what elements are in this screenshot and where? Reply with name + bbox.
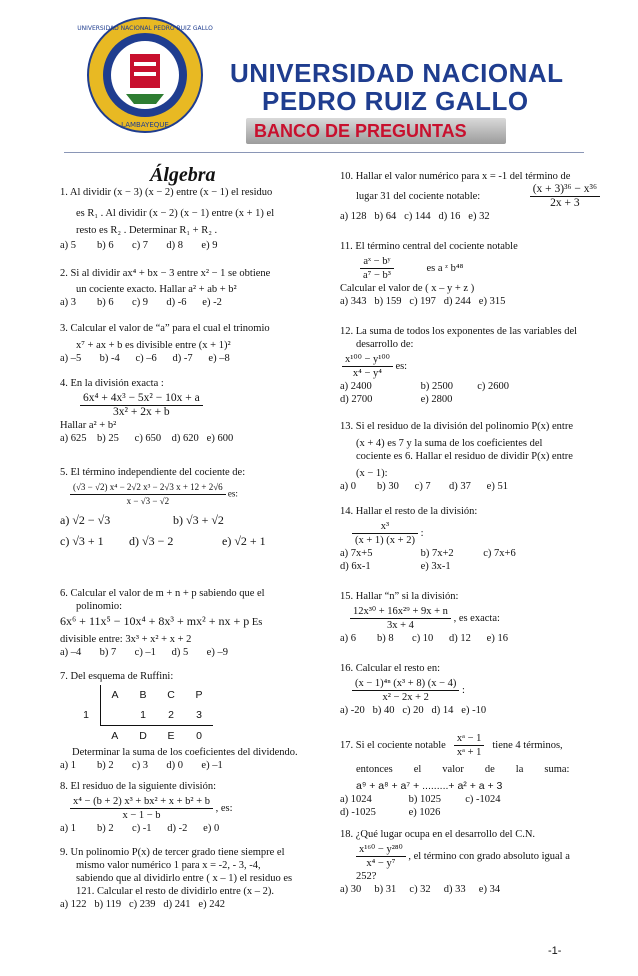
q5-answer-b: b) √3 + √2	[173, 513, 224, 527]
q5-answer-e: e) √2 + 1	[222, 534, 266, 548]
q3-line2: x⁷ + ax + b es divisible entre (x + 1)²	[76, 340, 231, 351]
seal-bottom-text: LAMBAYEQUE	[121, 121, 169, 129]
question-9	[60, 846, 325, 911]
q14-answer-e: e) 3x-1	[420, 561, 451, 572]
q10-line1: 10. Hallar el valor numérico para x = -1 del término de	[340, 171, 571, 182]
q12-answer-c: c) 2600	[477, 381, 510, 392]
q18-answers: a) 30 b) 31 c) 32 d) 33 e) 34	[340, 884, 501, 895]
q1-line2: es R₁ . Al dividir (x − 2) (x − 1) entre (x + 1) el	[76, 208, 275, 219]
q13-line3: cociente es 6. Hallar el residuo de dividir P(x) entre	[356, 451, 573, 462]
ruffini-cell	[101, 705, 130, 726]
q4-fraction	[80, 392, 203, 419]
q2-line2: un cociente exacto. Hallar a² + ab + b²	[76, 284, 237, 295]
q18-line2: 252?	[356, 871, 377, 882]
university-name-line1: UNIVERSIDAD NACIONAL	[230, 58, 564, 88]
q17-answer-d: d) -1025	[340, 807, 376, 818]
question-17	[340, 732, 600, 819]
ruffini-cell	[72, 726, 101, 747]
ruffini-cell: A	[101, 726, 130, 747]
question-6	[60, 587, 325, 659]
ruffini-cell: A	[101, 685, 130, 705]
q16-fraction	[352, 677, 459, 704]
ruffini-cell: 0	[185, 726, 213, 747]
q1-line3: resto es R₂ . Determinar R₁ + R₂ .	[76, 225, 218, 236]
q12-answer-d: d) 2700	[340, 394, 373, 405]
ruffini-cell: 1	[140, 708, 146, 721]
question-15	[340, 590, 600, 645]
q14-numerator: x³	[352, 520, 418, 534]
ruffini-table	[72, 685, 213, 746]
q11-answers: a) 343 b) 159 c) 197 d) 244 e) 315	[340, 296, 506, 307]
q11-fraction	[360, 255, 394, 282]
ruffini-cell: 2	[168, 708, 174, 721]
q1-line1: 1. Al dividir (x − 3) (x − 2) entre (x − 1) el residuo	[60, 187, 273, 198]
q13-line1: 13. Si el residuo de la división del polinomio P(x) entre	[340, 421, 574, 432]
q12-line2: desarrollo de:	[356, 339, 414, 350]
q11-mid: es a ᶻ b⁴⁸	[426, 262, 464, 274]
q17-line1a: 17. Si el cociente notable	[340, 740, 446, 751]
question-4	[60, 377, 320, 445]
q9-line1: 9. Un polinomio P(x) de tercer grado tiene siempre el	[60, 847, 285, 858]
q8-tail: , es:	[215, 802, 233, 814]
q10-denominator: 2x + 3	[550, 197, 580, 209]
q15-answers: a) 6 b) 8 c) 10 d) 12 e) 16	[340, 633, 508, 644]
q11-denominator: a⁷ − b³	[363, 270, 391, 281]
header-rule	[64, 152, 584, 153]
q17-fraction	[454, 732, 485, 759]
question-12	[340, 325, 600, 406]
q5-fraction	[70, 481, 226, 508]
q4-numerator: 6x⁴ + 4x³ − 5x² − 10x + a	[80, 392, 203, 406]
q10-answers: a) 128 b) 64 c) 144 d) 16 e) 32	[340, 211, 490, 222]
q5-line1: 5. El término independiente del cociente de:	[60, 467, 246, 478]
q14-answer-b: b) 7x+2	[420, 548, 454, 559]
ruffini-cell: 3	[196, 708, 202, 721]
q6-answers: a) –4 b) 7 c) –1 d) 5 e) –9	[60, 647, 228, 658]
q8-fraction	[70, 795, 213, 822]
q18-tail: , el término con grado absoluto igual a	[408, 850, 570, 862]
q12-fraction	[342, 353, 393, 380]
q15-denominator: 3x + 4	[387, 620, 414, 631]
q1-answers: a) 5 b) 6 c) 7 d) 8 e) 9	[60, 240, 218, 251]
q13-line4: (x − 1):	[356, 468, 388, 479]
q6-poly-tail: Es	[251, 617, 263, 628]
q9-line3: sabiendo que al dividirlo entre ( x – 1) el residuo es	[76, 873, 293, 884]
q11-line2: Calcular el valor de ( x – y + z )	[340, 283, 475, 294]
q12-answer-e: e) 2800	[420, 394, 453, 405]
q14-tail: :	[420, 527, 424, 539]
seal-top-text: UNIVERSIDAD NACIONAL PEDRO RUIZ GALLO	[77, 25, 213, 32]
q8-line1: 8. El residuo de la siguiente división:	[60, 781, 217, 792]
q17-line1b: tiene 4 términos,	[492, 740, 563, 751]
university-seal	[77, 16, 213, 134]
q10-line2: lugar 31 del cociente notable:	[356, 191, 481, 202]
q17-answer-e: e) 1026	[408, 807, 441, 818]
q12-line1: 12. La suma de todos los exponentes de las variables del	[340, 326, 578, 337]
question-18	[340, 828, 600, 896]
q16-numerator: (x − 1)⁴ⁿ (x³ + 8) (x − 4)	[352, 677, 459, 691]
banner-text: BANCO DE PREGUNTAS	[254, 121, 467, 141]
q10-numerator: (x + 3)³⁶ − x³⁶	[530, 183, 600, 197]
ruffini-cell: D	[129, 726, 157, 747]
ruffini-row-3	[72, 726, 213, 747]
q18-numerator: x¹⁶⁰ − y²⁸⁰	[356, 843, 406, 857]
seal-graphic	[77, 16, 213, 134]
q8-answers: a) 1 b) 2 c) -1 d) -2 e) 0	[60, 823, 220, 834]
q5-denominator: x − √3 − √2	[126, 496, 170, 506]
q9-line4: 121. Calcular el resto de dividirlo entre (x – 2).	[76, 886, 274, 897]
q13-answers: a) 0 b) 30 c) 7 d) 37 e) 51	[340, 481, 508, 492]
q16-denominator: x² − 2x + 2	[382, 692, 429, 703]
question-3	[60, 322, 320, 365]
question-5	[60, 466, 320, 548]
q16-answers: a) -20 b) 40 c) 20 d) 14 e) -10	[340, 705, 487, 716]
q11-line1: 11. El término central del cociente notable	[340, 241, 518, 252]
q7-line1: 7. Del esquema de Ruffini:	[60, 671, 174, 682]
q18-fraction	[356, 843, 406, 870]
q8-numerator: x⁴ − (b + 2) x³ + bx² + x + b² + b	[70, 795, 213, 809]
q3-answers: a) –5 b) -4 c) –6 d) -7 e) –8	[60, 353, 230, 364]
question-7	[60, 670, 325, 772]
q11-numerator: aˣ − bʸ	[360, 255, 394, 269]
q5-answer-c: c) √3 + 1	[60, 534, 104, 548]
question-14	[340, 505, 600, 573]
q12-answer-a: a) 2400	[340, 381, 372, 392]
q5-tail: es:	[227, 488, 238, 499]
question-10	[340, 170, 600, 223]
q18-line1: 18. ¿Qué lugar ocupa en el desarrollo del C.N.	[340, 829, 536, 840]
q4-answers: a) 625 b) 25 c) 650 d) 620 e) 600	[60, 433, 234, 444]
ruffini-cell: E	[157, 726, 185, 747]
q14-answer-a: a) 7x+5	[340, 548, 373, 559]
ruffini-row-1	[72, 685, 213, 705]
question-8	[60, 780, 325, 835]
q6-line3: divisible entre: 3x³ + x² + x + 2	[60, 634, 192, 645]
q16-tail: :	[462, 684, 465, 696]
q12-numerator: x¹⁰⁰ − y¹⁰⁰	[342, 353, 393, 367]
q9-line2: mismo valor numérico 1 para x = -2, - 3, -4,	[76, 860, 261, 871]
question-2	[60, 267, 320, 309]
q17-answer-b: b) 1025	[408, 794, 441, 805]
q10-fraction	[530, 183, 600, 210]
q14-answer-c: c) 7x+6	[483, 548, 516, 559]
section-title: Álgebra	[150, 164, 216, 186]
q4-line2: Hallar a² + b²	[60, 420, 117, 431]
q16-line1: 16. Calcular el resto en:	[340, 663, 441, 674]
q5-answer-d: d) √3 − 2	[129, 534, 174, 548]
q17-answer-c: c) -1024	[465, 794, 501, 805]
q14-answer-d: d) 6x-1	[340, 561, 371, 572]
q13-line2: (x + 4) es 7 y la suma de los coeficientes del	[356, 438, 543, 449]
question-13	[340, 420, 600, 493]
q17-answer-a: a) 1024	[340, 794, 372, 805]
q15-tail: , es exacta:	[453, 612, 500, 624]
page-number: -1-	[548, 945, 562, 957]
q7-answers: a) 1 b) 2 c) 3 d) 0 e) –1	[60, 760, 223, 771]
q6-polynomial: 6x⁶ + 11x⁵ − 10x⁴ + 8x³ + mx² + nx + p	[60, 614, 250, 628]
q17-line2: entonces el valor de la suma:	[356, 764, 570, 775]
ruffini-cell: P	[195, 688, 203, 701]
banner	[246, 118, 506, 144]
q8-denominator: x − 1 − b	[122, 810, 161, 821]
q18-denominator: x⁴ − y⁷	[366, 858, 396, 869]
q2-answers: a) 3 b) 6 c) 9 d) -6 e) -2	[60, 297, 222, 308]
q6-line2: polinomio:	[76, 601, 123, 612]
q15-numerator: 12x³⁰ + 16x²⁹ + 9x + n	[350, 605, 451, 619]
q4-denominator: 3x² + 2x + b	[113, 406, 170, 418]
question-16	[340, 662, 600, 717]
q12-denominator: x⁴ − y⁴	[352, 368, 382, 379]
q14-denominator: (x + 1) (x + 2)	[355, 535, 415, 546]
q15-fraction	[350, 605, 451, 632]
q7-line2: Determinar la suma de los coeficientes del dividendo.	[72, 747, 298, 758]
q5-numerator: (√3 − √2) x⁴ − 2√2 x³ − 2√3 x + 12 + 2√6	[70, 481, 226, 495]
q12-answer-b: b) 2500	[420, 381, 453, 392]
q9-answers: a) 122 b) 119 c) 239 d) 241 e) 242	[60, 899, 225, 910]
q12-tail: es:	[395, 360, 408, 372]
q17-numerator: xᵃ − 1	[454, 732, 485, 746]
q4-line1: 4. En la división exacta :	[60, 378, 164, 389]
q6-line1: 6. Calcular el valor de m + n + p sabiendo que el	[60, 588, 265, 599]
q17-sum: a⁹ + a⁸ + a⁷ + .........+ a² + a + 3	[356, 780, 503, 792]
ruffini-cell: 1	[83, 708, 89, 721]
q15-line1: 15. Hallar “n” si la división:	[340, 591, 459, 602]
q14-fraction	[352, 520, 418, 547]
q5-answer-a: a) √2 − √3	[60, 513, 111, 527]
ruffini-cell: B	[139, 688, 147, 701]
q3-line1: 3. Calcular el valor de “a” para el cual el trinomio	[60, 323, 270, 334]
question-11	[340, 240, 600, 308]
q17-denominator: xᵃ + 1	[456, 747, 482, 758]
question-1	[60, 186, 320, 252]
q2-line1: 2. Si al dividir ax⁴ + bx − 3 entre x² − 1 se obtiene	[60, 268, 271, 279]
q14-line1: 14. Hallar el resto de la división:	[340, 506, 478, 517]
ruffini-row-2	[72, 705, 213, 726]
ruffini-cell: C	[167, 688, 175, 701]
university-name-line2: PEDRO RUIZ GALLO	[262, 86, 529, 116]
